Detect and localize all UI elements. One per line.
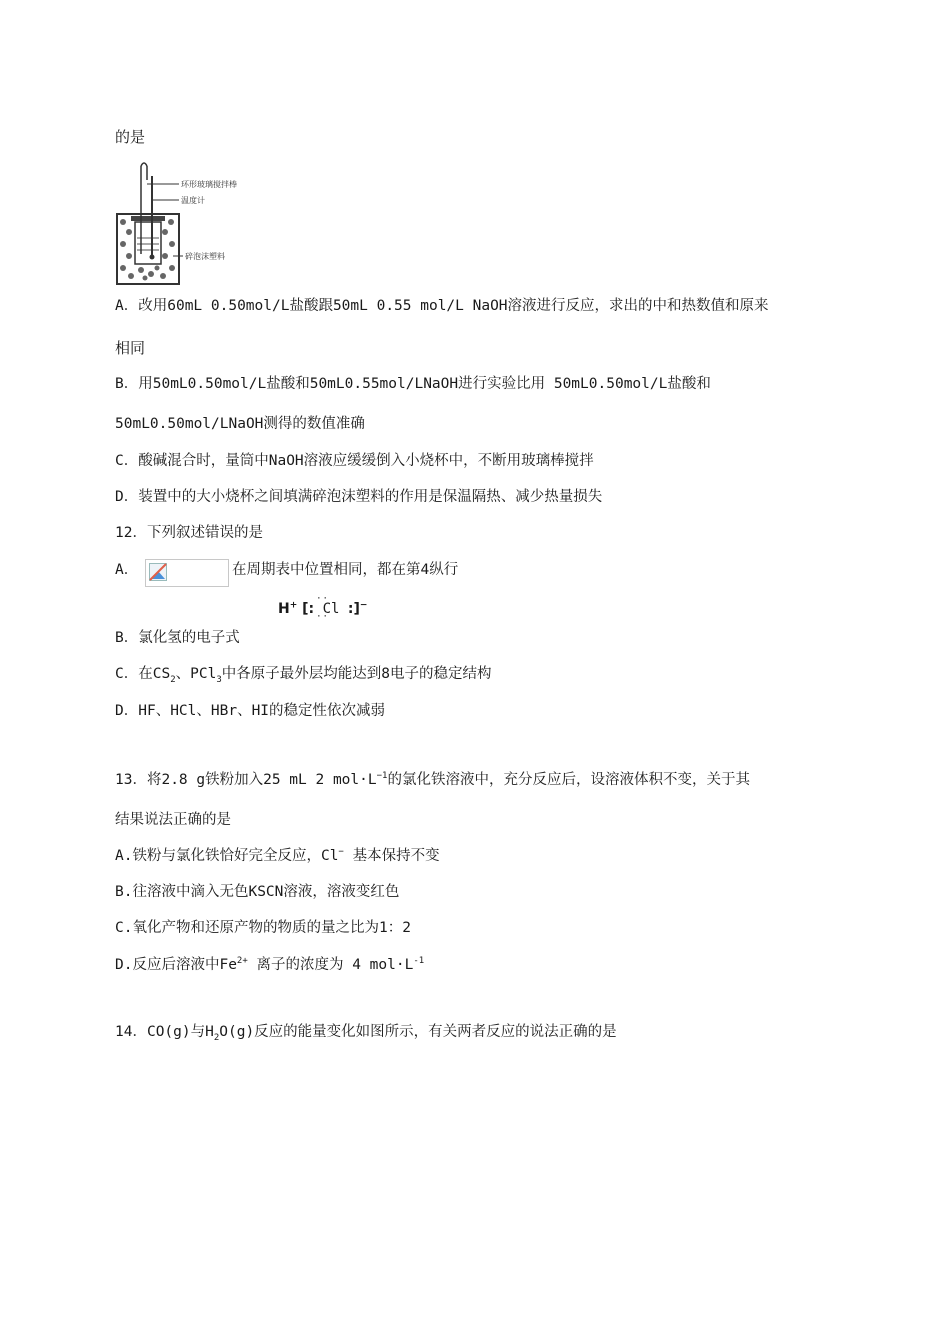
q11-option-c: C．酸碱混合时，量筒中NaOH溶液应缓缓倒入小烧杯中，不断用玻璃棒搅拌 xyxy=(115,453,594,469)
q11-option-d: D．装置中的大小烧杯之间填满碎泡沫塑料的作用是保温隔热、减少热量损失 xyxy=(115,489,603,505)
q13-option-a: A.铁粉与氯化铁恰好完全反应，Cl− 基本保持不变 xyxy=(115,847,440,864)
q14-stem: 14．CO(g)与$H_2O(g)$反应的能量变化如图所示，有关两者反应的说法正确的是 xyxy=(115,1024,617,1043)
q12-option-b: B．氯化氢的电子式 xyxy=(115,630,240,646)
label-stirrer: 环形玻璃搅拌棒 xyxy=(181,180,237,189)
q11-option-b-line1: B．用50mL0.50mol/L盐酸和50mL0.55mol/LNaOH进行实验比用 50mL0.50mol/L盐酸和 xyxy=(115,376,711,392)
broken-image-placeholder xyxy=(145,559,229,587)
q13-stem-line2: 结果说法正确的是 xyxy=(115,812,231,828)
label-foam: 碎泡沫塑料 xyxy=(185,252,225,261)
q12-stem: 12．下列叙述错误的是 xyxy=(115,525,263,541)
q12-option-a-text: 在周期表中位置相同，都在第4纵行 xyxy=(232,562,459,578)
hcl-electron-formula: H+ [: ·· Cl ·· :]− xyxy=(278,594,368,622)
q13-option-d: D.反应后溶液中$Fe^{2+}$ 离子的浓度为 4 $mol\cdot L^{-1}$ xyxy=(115,956,425,973)
label-thermometer: 温度计 xyxy=(181,196,205,205)
q13-stem-line1: 13．将2.8 g铁粉加入25 mL 2 $mol\cdot L^{-1}$的氯化铁溶液中，充分反应后，设溶液体积不变，关于其 xyxy=(115,771,750,788)
q11-option-a-line2: 相同 xyxy=(115,339,146,357)
q11-stem-tail: 的是 xyxy=(115,128,146,146)
q13-option-b: B.往溶液中滴入无色KSCN溶液，溶液变红色 xyxy=(115,884,400,900)
q11-option-b-line2: 50mL0.50mol/LNaOH测得的数值准确 xyxy=(115,416,365,432)
q12-option-a-prefix: A． xyxy=(115,562,139,578)
calorimeter-figure xyxy=(115,160,255,286)
broken-image-icon xyxy=(149,563,167,581)
q11-option-a-line1: A．改用60mL 0.50mol/L盐酸跟50mL 0.55 mol/L NaOH溶液进行反应，求出的中和热数值和原来 xyxy=(115,298,769,314)
q13-option-c: C.氧化产物和还原产物的物质的量之比为1：2 xyxy=(115,920,411,936)
q12-option-d: D．HF、HCl、HBr、HI的稳定性依次减弱 xyxy=(115,703,386,719)
q12-option-c: C．在$CS_2$、PCl$_3$中各原子最外层均能达到8电子的稳定结构 xyxy=(115,666,492,685)
